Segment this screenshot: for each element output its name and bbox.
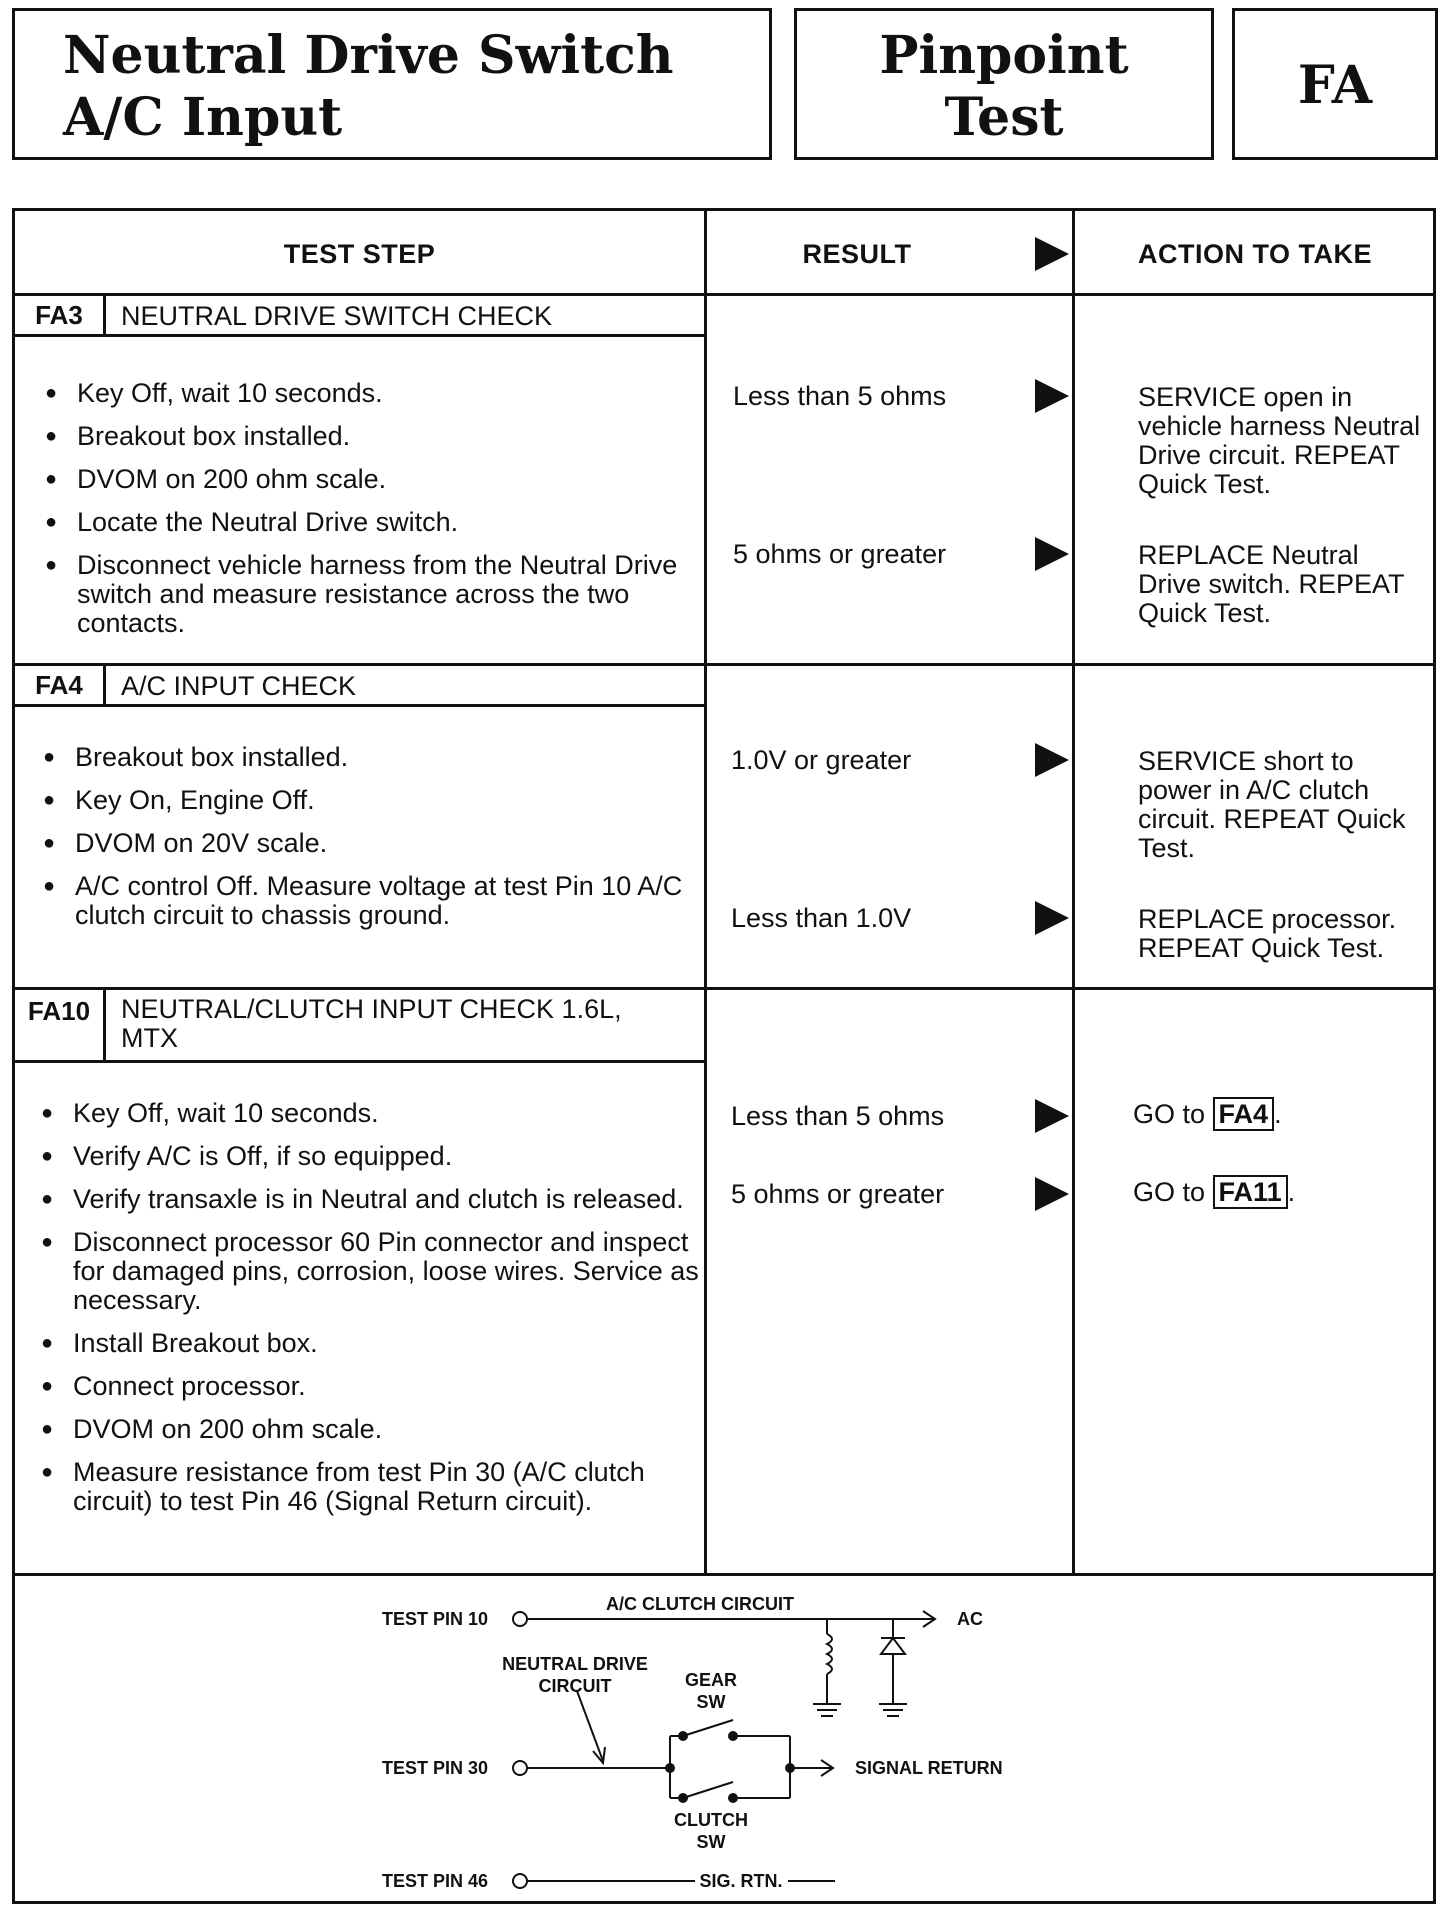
clutch-sw-label-1: CLUTCH: [674, 1810, 748, 1830]
col-divider-2: [1072, 211, 1075, 1573]
result-text: Less than 5 ohms: [731, 1101, 945, 1131]
action-prefix: GO to: [1133, 1177, 1206, 1207]
arrow-icon: [1035, 237, 1069, 271]
step-title: NEUTRAL/CLUTCH INPUT CHECK 1.6L, MTX: [121, 994, 622, 1053]
step-tag-fa3: [12, 293, 707, 337]
pin30-label: TEST PIN 30: [381, 1758, 488, 1778]
list-item: ● Key Off, wait 10 seconds.: [45, 379, 695, 408]
page-title-line2: A/C Input: [63, 87, 343, 148]
action-text: SERVICE short to power in A/C clutch circuit. REPEAT Quick Test.: [1138, 746, 1406, 863]
action-text: SERVICE open in vehicle harness Neutral Drive circuit. REPEAT Quick Test.: [1138, 382, 1421, 499]
list-item: ● Connect processor.: [41, 1372, 701, 1401]
step-title: A/C INPUT CHECK: [121, 671, 357, 701]
step-bullets-fa3: [45, 379, 695, 652]
step-tag-fa10: [12, 987, 707, 1063]
circuit-diagram: [15, 1576, 1433, 1901]
list-item: ● DVOM on 200 ohm scale.: [41, 1415, 701, 1444]
pin10-label: TEST PIN 10: [381, 1609, 488, 1629]
action-goto-fa4: [1133, 1097, 1282, 1131]
test-type-line1: Pinpoint: [879, 25, 1129, 86]
list-item: ● Verify transaxle is in Neutral and clutch is released.: [41, 1185, 701, 1214]
step-id: FA4: [15, 666, 106, 704]
result-text: 5 ohms or greater: [731, 1179, 945, 1209]
step-title: NEUTRAL DRIVE SWITCH CHECK: [121, 301, 553, 331]
list-item: ● Install Breakout box.: [41, 1329, 701, 1358]
list-item: ● Locate the Neutral Drive switch.: [45, 508, 695, 537]
result-text: Less than 1.0V: [731, 903, 912, 933]
action-text: REPLACE processor. REPEAT Quick Test.: [1138, 904, 1397, 963]
list-item: ● Measure resistance from test Pin 30 (A/C clutch circuit) to test Pin 46 (Signal Return circuit).: [41, 1458, 701, 1516]
action-goto-fa11: [1133, 1175, 1295, 1209]
list-item: ● DVOM on 20V scale.: [43, 829, 698, 858]
col-header-action: ACTION TO TAKE: [1138, 239, 1372, 269]
action-prefix: GO to: [1133, 1099, 1206, 1129]
action-suffix: .: [1287, 1177, 1296, 1207]
goto-ref-fa11[interactable]: FA11: [1213, 1175, 1288, 1209]
col-divider-1: [704, 211, 707, 1573]
step-id: FA10: [15, 990, 106, 1060]
signal-return-label: SIGNAL RETURN: [855, 1758, 1003, 1778]
ac-label: AC: [957, 1609, 983, 1629]
list-item: ● Verify A/C is Off, if so equipped.: [41, 1142, 701, 1171]
title-box: [12, 8, 772, 160]
list-item: ● DVOM on 200 ohm scale.: [45, 465, 695, 494]
code-box: [1232, 8, 1438, 160]
result-text: Less than 5 ohms: [733, 381, 947, 411]
pin46-label: TEST PIN 46: [381, 1871, 488, 1891]
ac-clutch-label: A/C CLUTCH CIRCUIT: [606, 1594, 794, 1614]
arrow-icon: [1035, 379, 1069, 413]
list-item: ● Key Off, wait 10 seconds.: [41, 1099, 701, 1128]
arrow-icon: [1035, 901, 1069, 935]
list-item: ● Disconnect processor 60 Pin connector and inspect for damaged pins, corrosion, loose wires. Service as necessary.: [41, 1228, 701, 1315]
step-id: FA3: [15, 296, 106, 334]
test-code: FA: [1297, 55, 1373, 116]
neutral-drive-label-2: CIRCUIT: [538, 1676, 612, 1696]
step-bullets-fa4: [43, 743, 698, 944]
list-item: ● A/C control Off. Measure voltage at test Pin 10 A/C clutch circuit to chassis ground.: [43, 872, 698, 930]
list-item: ● Disconnect vehicle harness from the Neutral Drive switch and measure resistance across the two contacts.: [45, 551, 695, 638]
goto-ref-fa4[interactable]: FA4: [1213, 1097, 1275, 1131]
test-type-line2: Test: [944, 87, 1064, 148]
sig-rtn-label: SIG. RTN.: [699, 1871, 783, 1891]
step-tag-fa4: [12, 663, 707, 707]
action-suffix: .: [1274, 1099, 1282, 1129]
test-type-box: [794, 8, 1214, 160]
clutch-sw-label-2: SW: [696, 1832, 726, 1852]
arrow-icon: [1035, 1177, 1069, 1211]
result-text: 5 ohms or greater: [733, 539, 947, 569]
action-text: REPLACE Neutral Drive switch. REPEAT Quick Test.: [1138, 540, 1405, 628]
col-header-result: RESULT: [802, 239, 912, 269]
arrow-icon: [1035, 743, 1069, 777]
arrow-icon: [1035, 1099, 1069, 1133]
result-text: 1.0V or greater: [731, 745, 912, 775]
col-header-test-step: TEST STEP: [283, 239, 436, 269]
page-title-line1: Neutral Drive Switch: [63, 25, 674, 86]
list-item: ● Key On, Engine Off.: [43, 786, 698, 815]
pinpoint-table: [12, 208, 1436, 1904]
step-bullets-fa10: [41, 1099, 701, 1530]
gear-sw-label-1: GEAR: [684, 1670, 738, 1690]
arrow-icon: [1035, 537, 1069, 571]
neutral-drive-label-1: NEUTRAL DRIVE: [502, 1654, 648, 1674]
gear-sw-label-2: SW: [696, 1692, 726, 1712]
list-item: ● Breakout box installed.: [43, 743, 698, 772]
list-item: ● Breakout box installed.: [45, 422, 695, 451]
